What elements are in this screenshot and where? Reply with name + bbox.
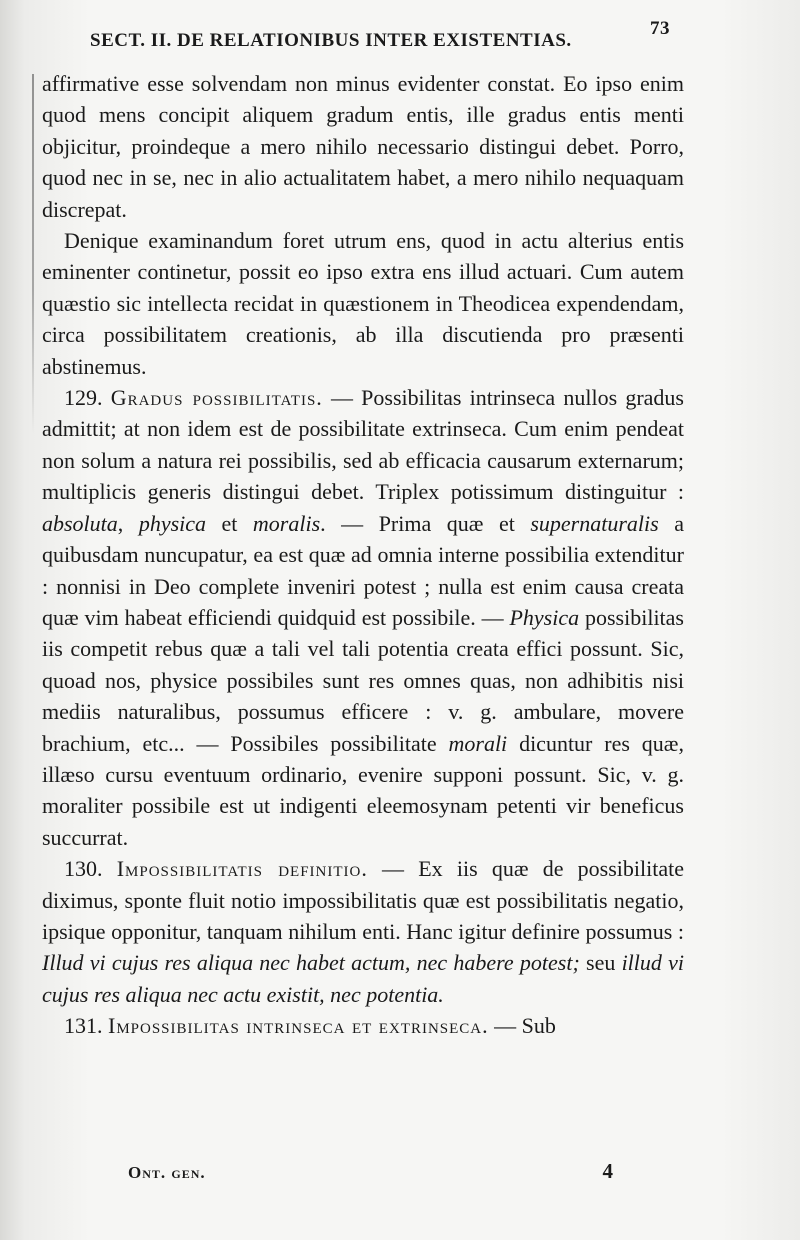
paragraph-2-text: Denique examinandum foret utrum ens, quod in actu alterius entis eminenter continetur, possit eo ipso extra ens illud actuari. Cum autem quæstio sic intellecta recidat in quæstionem in Theodicea expendendam, circa possibilitatem creationis, ab illa discutienda pro præsenti abstinemus. xyxy=(42,228,684,379)
term-morali: morali xyxy=(448,730,508,756)
section-129-et: et xyxy=(206,510,253,536)
term-absoluta: absoluta xyxy=(42,510,118,536)
section-129-comma: , xyxy=(117,510,139,536)
section-131 xyxy=(42,1010,684,1041)
section-131-number: 131. xyxy=(64,1013,103,1039)
paragraph-continuation xyxy=(42,68,684,225)
section-130-text-1: — Ex iis quæ de possibilitate diximus, sponte fluit notio impossibilitatis quæ est possibilitatis negatio, ipsique opponitur, tanquam nihilum enti. Hanc igitur definire possumus : xyxy=(42,856,684,944)
definition-1: Illud vi cujus res aliqua nec habet actum, nec habere potest; xyxy=(42,950,580,976)
running-title: SECT. II. DE RELATIONIBUS INTER EXISTENTIAS. xyxy=(90,30,572,51)
section-129-text-2: . — Prima quæ et xyxy=(320,510,531,536)
running-header xyxy=(90,18,670,54)
section-130 xyxy=(42,853,684,1010)
section-131-heading: Impossibilitas intrinseca et extrinseca. xyxy=(108,1013,489,1039)
paragraph-denique xyxy=(42,225,684,382)
page-number: 73 xyxy=(650,18,670,39)
section-130-seu: seu xyxy=(579,950,622,976)
signature-mark: Ont. gen. xyxy=(128,1163,206,1182)
section-129-heading: Gradus possibilitatis. xyxy=(110,385,323,411)
definition-2: illud vi cujus res aliqua nec actu existit, nec potentia. xyxy=(42,950,685,1007)
section-129 xyxy=(42,382,684,853)
body-text xyxy=(42,68,684,1042)
paragraph-1-text: affirmative esse solvendam non minus evidenter constat. Eo ipso enim quod mens concipit aliquem gradum entis, ille gradus entis menti objicitur, proindeque a mero nihilo necessario distingui debet. Porro, quod nec in se, nec in alio actualitatem habet, a mero nihilo nequaquam discrepat. xyxy=(42,71,684,222)
term-physica: physica xyxy=(138,510,207,536)
term-supernaturalis: supernaturalis xyxy=(530,510,659,536)
section-129-text-4: possibilitas iis competit rebus quæ a tali vel tali potentia creata effici possunt. Sic, quoad nos, physice possibiles sunt res omnes quas, non adhibitis nisi mediis naturalibus, possumus efficere : v. g. ambulare, movere brachium, etc... — Possibiles possibilitate xyxy=(42,604,684,756)
sheet-number: 4 xyxy=(602,1159,614,1183)
section-131-text-1: — Sub xyxy=(488,1013,556,1039)
section-129-text-3: a quibusdam nuncupatur, ea est quæ ad omnia interne possibilia extenditur : nonnisi in Deo complete inveniri potest ; nulla est enim causa creata quæ vim habeat efficiendi quidquid est possibile. — xyxy=(42,510,684,630)
section-129-text-1: — Possibilitas intrinseca nullos gradus admittit; at non idem est de possibilitate extrinseca. Cum enim pendeat non solum a natura rei possibilis, sed ab efficacia causarum externarum; multiplicis generis distingui debet. Triplex potissimum distinguitur : xyxy=(42,385,684,505)
section-129-number: 129. xyxy=(64,385,103,411)
margin-cut-line xyxy=(32,74,34,434)
term-moralis: moralis xyxy=(252,510,321,536)
section-130-heading: Impossibilitatis definitio. xyxy=(116,856,368,882)
section-129-text-5: dicuntur res quæ, illæso cursu eventuum ordinario, evenire supponi possunt. Sic, v. g. moraliter possibile est ut indigenti eleemosynam petenti vir beneficus succurrat. xyxy=(42,730,684,850)
section-130-number: 130. xyxy=(64,856,103,882)
term-physica-capital: Physica xyxy=(509,604,580,630)
